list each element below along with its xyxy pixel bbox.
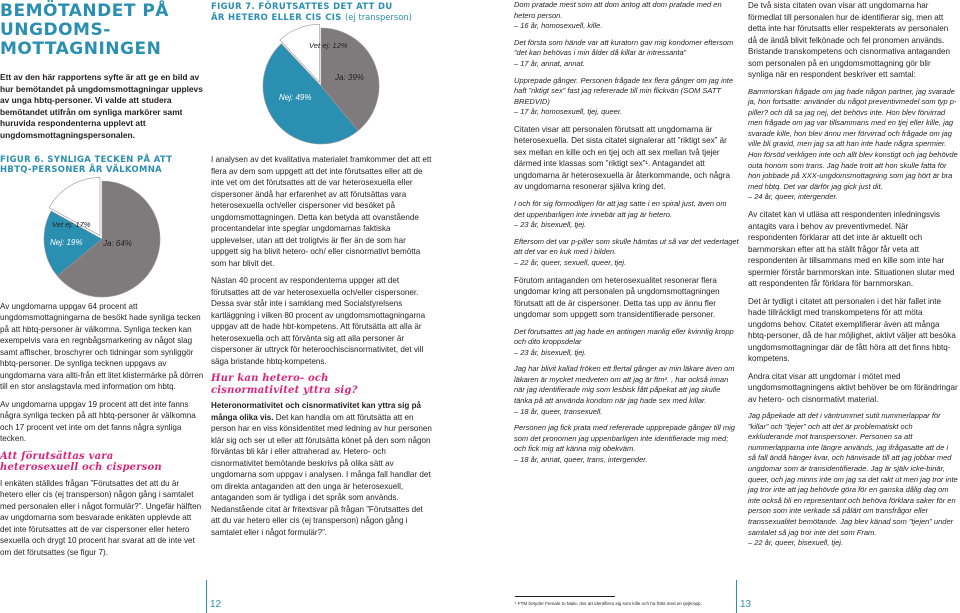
page-number-rule-right (736, 580, 737, 613)
title-line-2: UNGDOMS- (0, 20, 111, 40)
quote-9 (748, 87, 958, 204)
middle-paragraph-2: Nästan 40 procent av respondenterna uppger att det förutsattes att de var heterosexuella och/eller cispersoner. Dessa svar står inte i samklang med Socialstyrelsens kartläggning i vilken 80 procent av ungdomsmottagningarna uppgav att de hade hbt-kompetens. Att förutsätta att alla är heterosexuella och att förvänta sig att alla personer är cispersoner är uttryck för heteroochiscisnormativitet, det vill säga bristande hbtq-kompetens. (211, 276, 426, 366)
quote-2 (514, 38, 739, 70)
quote-7 (514, 364, 739, 417)
figure-7-pie (211, 22, 433, 154)
figure-6-paragraph-2: Av ungdomarna uppgav 19 procent att det inte fanns några synliga tecken på att hbtq-personer är välkomna och 17 procent vet inte om det fanns några synliga tecken. (0, 399, 196, 444)
quote-2-signature: – 17 år, annat, annat. (514, 58, 585, 68)
quote-10 (748, 411, 958, 549)
quote-7-text: Jag har blivit kallad fröken ett flertal gånger av min läkare även om läkaren är mycket medveten om att jag är ftm². , har också innan när jag identifierade mig som lesbisk fått påpekat att jag skulle tänka på att använda kondom när jag hade sex med killar. (514, 364, 735, 406)
page-number-left: 12 (210, 599, 222, 610)
right-paragraph-2: Förutom antaganden om heterosexualitet resonerar flera ungdomar kring att personalen på ungdomsmottagningen förutsatt att de är cispersoner. Detta tas upp av ännu fler ungdomar som uppgett som transidentifierade personer. (514, 275, 720, 319)
quote-1-signature: – 16 år, homosexuell, kille. (514, 21, 603, 31)
quote-5-signature: – 22 år, queer, sexuell, queer, tjej. (514, 257, 627, 267)
figure-7-title-1: FÖRUTSATTES DET ATT DU (258, 1, 393, 11)
figure-7-label-vetej-text: Vet ej: 12% (309, 41, 348, 50)
right-col2-paragraph-2: Av citatet kan vi utläsa att respondenten inledningsvis antagits vara i behov av preventivmedel. När respondenten förklarar att det inte är aktuellt och barnmorskan efter att ha ställt frågor får veta att respondenten är tillsammans med en kille som inte har spermier förstår barnmorskan inte. Situationen slutar med att respondenten får förklara för barnmorskan. (748, 210, 955, 289)
figure-6-pie (0, 175, 204, 301)
footnote-rule (515, 596, 615, 597)
figure-6-label-ja: Ja: 64% (103, 238, 132, 248)
right-paragraph-1: Citaten visar att personalen förutsatt att ungdomarna är heterosexuella. Det sista citatet signalerar att ”riktigt sex” är sex mellan en kille och en tjej och att sex mellan två tjejer därmed inte klassas som ”riktigt sex”¹. Antagandet att ungdomarna är heterosexuella är återkommande, och några av ungdomarna resonerar själva kring det. (514, 124, 730, 192)
section-heading-cis: Att förutsättas vara heterosexuell och cisperson (0, 450, 162, 474)
figure-6-heading (0, 154, 204, 175)
figure-6-paragraph-1: Av ungdomarna uppgav 64 procent att ungdomsmottagningarna de besökt hade synliga tecken på att hbtq-personer är välkomna. Synliga tecken kan exempelvis vara en regnbågsmarkering av något slag samt affischer, broschyrer och tidningar som synliggör hbtq-personer. De synliga tecknen uppgavs av ungdomarna vara allti-från ett litet klistermärke på dörren till en stor anslagstavla med information om hbtq. (0, 301, 204, 392)
quote-6-signature: – 23 år, bisexuell, tjej. (514, 347, 587, 357)
figure-7-label-ja: Ja: 39% (335, 73, 364, 82)
middle-column (211, 0, 433, 544)
quote-10-text: Jag påpekade att det i väntrummet sutit nummerlappar för ”killar” och ”tjejer” och att det är problematiskt och exkluderande mot transpersoner. Personen sa att nummerlapparna inte längre används, jag ifrågasatte att de i så fall ändå hänger kvar, och hänvisade till att jag jobbar med ungdomar som är transidentifierade. Jag är själv icke-binär, queer, och jag minns inte om jag sa det rakt ut men jag tror inte jag tror inte att jag behövde göra för en ganska dålig dag om inte också bli en representant och behöva förklara saker för en person som inte verkade så pålärt om transfrågor eller transsexualitet bemötande. Jag blev känad som ”tjejen” under samtalet så jag tror inte det som Fram. (748, 411, 958, 537)
quote-3-text: Upprepade gånger. Personen frågade tex flera gånger om jag inte haft ”riktigt sex” fast jag refererade till min flickvän (SOM SATT BREDVID) (514, 75, 734, 106)
figure-7-label-nej: Nej: 49% (279, 93, 312, 102)
title-line-1: BEMÖTANDET PÅ (0, 1, 169, 21)
figure-6-label-vetej: Vet ej: 17% (52, 219, 91, 229)
quote-4 (514, 199, 739, 231)
middle-paragraph-3-body: Det kan handla om att förutsätta att en person har en viss könsidentitet med ledning av hur personen klär sig och ser ut eller att förutsätta könet på den som någon förväntas bli kär i eller attraherad av. Hetero- och cisnormativitet bemötande beskrivs på olika sätt av ungdomarna som uppgav i analysen. I många fall handlar det om direkta antaganden att den unga är heterosexuell, antaganden som är tydliga i det språk som används. Nedanstående citat är fritextsvar på frågan ”Förutsattes det att du var hetero eller cis (ej transperson) någon gång i samtalet eller i något formulär?”. (211, 412, 432, 537)
quote-2-text: Det första som hände var att kuratorn gav mig kondomer eftersom ”det kan behövas i min ålder då killar är intressanta” (514, 37, 734, 58)
middle-paragraph-3-lead: Heteronormativitet och cisnormativitet kan yttra sig på många olika vis. (211, 401, 422, 422)
quote-9-signature: – 24 år, queer, intergender. (748, 192, 838, 202)
cis-paragraph: I enkäten ställdes frågan ”Förutsattes det att du är hetero eller cis (ej transperson) någon gång i samtalet med personalen eller i något formulär?”. Ungefär hälften av ungdomarna som besvarade enkäten upplevde att det inte förutsattes att de var cispersoner eller hetero sexuella och drygt 10 procent har svarat att de inte vet om det förutsattes (se figur 7). (0, 478, 202, 557)
quote-8-text: Personen jag fick prata med refererade uppprepade gånger till mig som det pronomen jag uppenbarligen inte identifierade mig med; och fick mig att känna mig obekväm. (514, 423, 735, 454)
right-col2-paragraph-1: De två sista citaten ovan visar att ungdomarna har förmedlat till personalen hur de identifierar sig, men att detta inte har förutsatts eller respekterats av personalen då de ändå blivit felkönade och fel pronomen används. Bristande transkompetens och cisnormativa antaganden som personalen på en ungdomsmottagning gör blir synliga när en respondent beskriver ett samtal: (748, 1, 951, 79)
quote-5-text: Eftersom det var p-piller som skulle hämtas ut så var det vedertaget att det var en kuk med i bilden. (514, 236, 739, 257)
figure-7-subtitle: (ej transperson) (345, 11, 412, 22)
quote-6-text: Det förutsattes att jag hade en antingen manlig eller kvinnlig kropp och dito kroppsdelar (514, 326, 734, 347)
figure-6-label-nej: Nej: 19% (50, 237, 83, 247)
title-line-3: MOTTAGNINGEN (0, 39, 162, 59)
page-number-rule-left (206, 580, 207, 613)
quote-4-text: I och för sig förmodligen för att jag satte i en spiral just, även om det uppenbarligen inte innebär att jag är hetero. (514, 198, 727, 219)
left-column (0, 0, 204, 564)
quote-9-text: Barnmorskan frågade om jag hade någon partner, jag svarade ja, hon fortsatte: använder du något preventivmedel som typ p-piller? och då sa jag nej, det behövs inte. Hon blev förvirrad men frågade om jag var tillsammans med en tjej eller kille, jag svarade kille, hon blev ännu mer förvirrad och frågade om jag ville bli gravid, men jag sa att han inte hade några spermier. Hon försöd verkligen inte och allt blev konstigt och jag behövde outa honom som trans. Jag hade trott att hon skulle fatta för hon jobbade på XXX-ungdomsmottagning som jag hört är bra med hbtq. Det var därför jag gick just dit. (748, 86, 958, 191)
middle-paragraph-1: I analysen av det kvalitativa materialet framkommer det att ett flera av dem som uppgett att det inte förutsattes eller att de inte vet om det förutsattes att de var heterosexuella eller cispersoner ändå har erfarenhet av att förutsättas vara heterosexuella och/eller cispersoner vid besöket på ungdomsmottagningen. Detta kan betyda att ovanstående procentandelar inte speglar ungdomarnas faktiska upplevelser, utan att det troligtvis är fler än de som har uppgett sig ha blivit hetero- och/ eller cisnormativt bemötta som har blivit det. (211, 155, 432, 268)
page-number-right: 13 (740, 599, 752, 610)
figure-7-label-vetej (309, 41, 348, 50)
quote-6 (514, 327, 739, 359)
section-heading-norm: Hur kan hetero- och cisnormativitet yttra sig? (211, 373, 358, 396)
quote-4-signature: – 23 år, bisexuell, tjej. (514, 220, 587, 230)
right-col2-paragraph-4: Andra citat visar att ungdomar i mötet med ungdomsmottagningens aktivt behöver be om förändringar av hetero- och cisnormativt material. (748, 371, 958, 404)
right-column-1 (514, 0, 739, 472)
footnote: ¹ FTM betyder Female to Male, dvs att identifiera sig som kille och ha fötts med en tjejkropp. (515, 601, 702, 606)
quote-3-signature: – 17 år, homosexuell, tjej, queer. (514, 107, 623, 117)
quote-8 (514, 423, 739, 465)
quote-1-text: Dom pratade mest som att dom antog att dom pratade med en hetero person. (514, 0, 722, 20)
quote-10-signature: – 22 år, queer, bisexuell, tjej. (748, 538, 844, 548)
figure-7-heading (211, 1, 433, 22)
quote-8-signature: – 18 år, annat, queer, trans, intergender. (514, 455, 648, 465)
quote-5 (514, 237, 739, 269)
figure-7-title-3: CIS (325, 11, 342, 22)
figure-7-title-2: ÄR HETERO ELLER CIS (211, 11, 322, 22)
right-column-2 (748, 0, 958, 555)
quote-3 (514, 76, 739, 118)
page-title (0, 2, 204, 59)
quote-7-signature: – 18 år, queer, transexuell. (514, 406, 603, 416)
figure-6-title: SYNLIGA TECKEN PÅ ATT HBTQ-PERSONER ÄR VÄLKOMNA (0, 153, 173, 175)
figure-7-label: FIGUR 7. (211, 1, 256, 11)
right-col2-paragraph-3: Det är tydligt i citatet att personalen i det här fallet inte hade tillräckligt med transkompetens för att möta ungdoms behov. Citatet exemplifierar även att många hbtq-personer, då de har möjlighet, aktivt väljer att besöka ungdomsmottagningar där de fått höra att det finns hbtq-kompetens. (748, 296, 956, 364)
middle-paragraph-3 (211, 400, 433, 538)
figure-6-label: FIGUR 6. (0, 153, 45, 164)
lead-paragraph: Ett av den här rapportens syfte är att ge en bild av hur bemötandet på ungdomsmottagningar upplevs av unga hbtq-personer. Vi valde att studera bemötandet utifrån om synliga markörer samt huruvida respondenterna upplevt att ungdomsmottagningspersonalen. (0, 72, 203, 140)
quote-1 (514, 0, 739, 32)
